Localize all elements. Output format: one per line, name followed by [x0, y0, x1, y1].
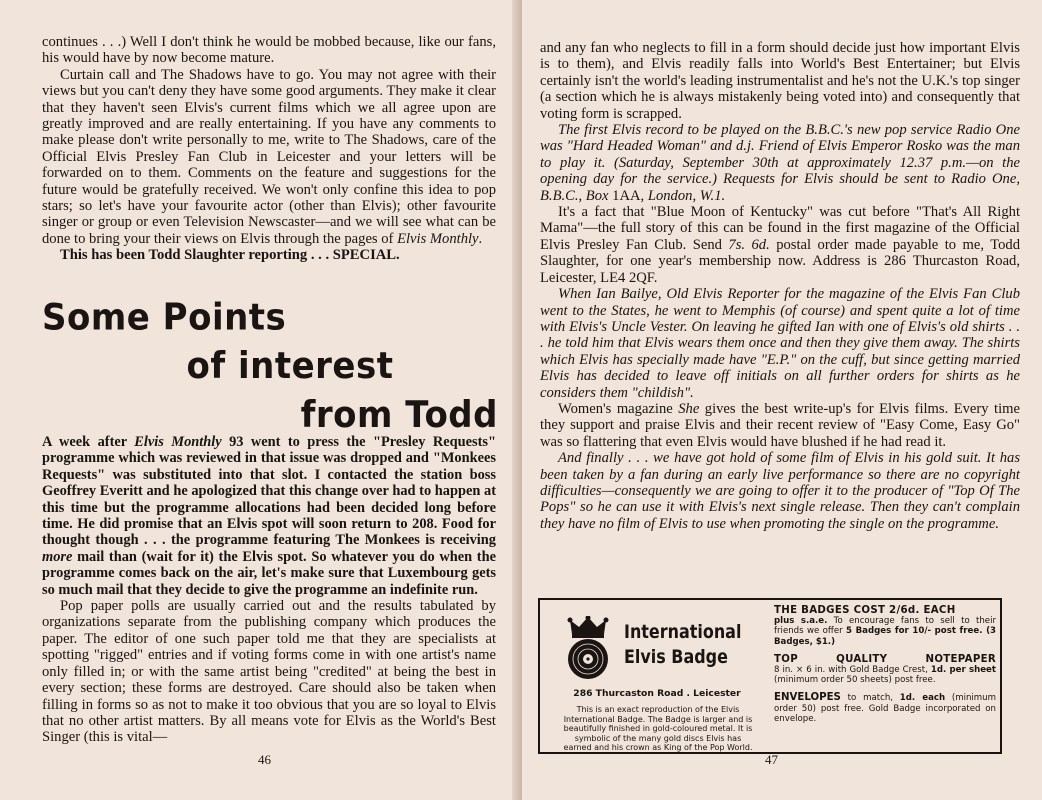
- shadows-text: Curtain call and The Shadows have to go. You may not agree with their views but you can't deny they have some good arguments. They make it clear that they haven't seen Elvis's current films which we all agree upon are greatly improved and are really entertaining. If you have any comments to make please don't write personally to me, write to The Shadows, care of the Official Elvis Presley Fan Club in Leicester and your letters will be forwarded on to them. Comments on the feature and suggestions for the future would be gratefully received. We won't only confine this idea to pop stars; so let's have your favourite actor (other than Elvis); other favourite singer or group or even Television Newscaster—and we will see what can be done to bring your their views on Elvis through the pages of: [42, 66, 496, 247]
- lead-text-a: A week after: [42, 434, 135, 450]
- notepaper-text-b: (minimum order 50 sheets) post free.: [774, 675, 936, 686]
- voting-paragraph: and any fan who neglects to fill in a form should decide just how important Elvis is to them), and Elvis readily falls into World's Best Entertainer; but Elvis certainly isn't the world's leading instrumentalist and he's not the U.K.'s top singer (a section which he is always mistakenly being voted into) and consequently that voting form is scrapped.: [540, 40, 1020, 122]
- notepaper-body: [774, 665, 996, 685]
- right-column: [540, 40, 1020, 532]
- ad-address: 286 Thurcaston Road . Leicester: [573, 688, 741, 699]
- right-page: [522, 0, 1042, 800]
- badge-advertisement: [538, 598, 1002, 754]
- badges-heading: THE BADGES COST 2/6d. EACH: [774, 605, 956, 616]
- shirts-paragraph: When Ian Bailye, Old Elvis Reporter for the magazine of the Elvis Fan Club went to the States, he went to Memphis (of course) and spent quite a lot of time with Elvis's Uncle Vester. On leaving he gifted Ian with one of Elvis's old shirts . . . he told him that Elvis wears them once and then they give them away. The shirts which Elvis has specially made have "E.P." on the cuff, but since getting married Elvis has decided to leave off initials on all further orders for shirts as he considers them "childish".: [540, 286, 1020, 401]
- notepaper-price: 1d. per sheet: [930, 665, 996, 676]
- badges-body: [774, 616, 996, 647]
- shadows-paragraph: [42, 67, 496, 247]
- she-text-b: gives the best write-up's for Elvis films. Every time they support and praise Elvis and their recent review of "Easy Come, Easy Go" was so flattering that even Elvis would have blushed if he had read it.: [540, 400, 1020, 450]
- signoff-line: This has been Todd Slaughter reporting . . . SPECIAL.: [60, 247, 400, 264]
- envelopes-price: 1d. each: [899, 693, 946, 704]
- gold-suit-paragraph: And finally . . . we have got hold of some film of Elvis in his gold suit. It has been taken by a fan during an early live performance so there are no copyright difficulties—consequently we are going to offer it to the producer of "Top Of The Pops" so he can use it with Elvis's next single release. Then they can't complain they have no film of Elvis to use when promoting the single on the programme.: [540, 450, 1020, 532]
- lead-italic-more: more: [42, 548, 73, 565]
- badges-text: To encourage fans to sell to their friends we offer: [774, 616, 996, 637]
- envelopes-text-b: (minimum order 50) post free. Gold Badge incorporated on envelope.: [774, 693, 996, 724]
- continuation-paragraph: continues . . .) Well I don't think he would be mobbed because, like our fans, his would have by now become mature.: [42, 34, 496, 67]
- price-text: 7s. 6d.: [728, 236, 770, 253]
- notepaper-heading: [774, 655, 996, 665]
- she-magazine-paragraph: [540, 401, 1020, 450]
- article-headline: [42, 294, 498, 437]
- radio-one-text: The first Elvis record to be played on the B.B.C.'s new pop service Radio One was "Hard Headed Woman" and d.j. Friend of Elvis Emperor Rosko was the man to play it. (Saturday, September 30th at approximately 12.37 p.m.—on the opening day for the service.) Requests for Elvis should be sent to Radio One, B.B.C., Box: [540, 122, 1020, 204]
- brand-line-2: Elvis Badge: [624, 646, 728, 668]
- notepaper-text-a: 8 in. × 6 in. with Gold Badge Crest,: [774, 665, 931, 676]
- headline-line-1: Some Points: [42, 296, 287, 340]
- lead-text-c: mail than (wait for it) the Elvis spot. So whatever you do when the programme comes back on the air, let's make sure that Luxembourg gets so much mail that they decide to give the programme an indefinite run.: [42, 548, 496, 598]
- ad-brand-name: [624, 620, 741, 670]
- left-page: [0, 0, 518, 800]
- radio-one-address: , London, W.1.: [640, 187, 726, 204]
- headline-line-2: of interest: [186, 344, 394, 388]
- lead-italic-title: Elvis Monthly: [134, 434, 222, 450]
- pop-polls-paragraph: Pop paper polls are usually carried out and the results tabulated by organizations separate from the publishing company which produces the paper. The editor of one such paper told me that they are specialists at spotting "rigged" entries and if voting forms come in with one artist's name only filled in; or with the same artist being "credited" at being the best in every section; these forms are destroyed. Care should also be taken when filling in forms so as not to make it too obvious that you are so loyal to Elvis that no other artist matters. By all means vote for Elvis as the World's Best Singer (this is vital—: [42, 598, 496, 746]
- headline-line-3: from Todd: [300, 393, 498, 437]
- ad-description: This is an exact reproduction of the Elvis International Badge. The Badge is larger and is beautifully finished in gold-coloured metal. It is symbolic of the many gold discs Elvis has earned and his crown as King of the Pop World.: [563, 705, 753, 753]
- shadows-end: .: [478, 230, 483, 247]
- she-title: She: [678, 400, 700, 417]
- envelopes-heading: ENVELOPES: [774, 692, 841, 704]
- badges-lead: plus s.a.e.: [774, 616, 828, 627]
- blue-moon-text-b: postal order made payable to me, Todd Slaughter, for one year's membership now. Address is 286 Thurcaston Road, Leicester, LE4 2QF.: [540, 236, 1020, 286]
- ad-brand-panel: [546, 606, 768, 753]
- envelopes-text-a: to match,: [840, 693, 900, 704]
- radio-one-paragraph: [540, 122, 1020, 204]
- blue-moon-text-a: It's a fact that "Blue Moon of Kentucky" was cut before "That's All Right Mama"—the full story of this can be found in the first magazine of the Official Elvis Presley Fan Club. Send: [540, 204, 1020, 253]
- box-number: 1AA: [612, 187, 641, 204]
- badges-offer: 5 Badges for 10/- post free. (3 Badges, $1.): [774, 626, 996, 647]
- notepaper-head-c: NOTEPAPER: [925, 653, 996, 665]
- notepaper-head-b: QUALITY: [836, 653, 888, 665]
- left-column-top: [42, 34, 496, 264]
- bold-lead-paragraph: [42, 434, 496, 598]
- page-number-right: 47: [765, 752, 778, 767]
- blue-moon-paragraph: [540, 204, 1020, 286]
- notepaper-head-a: TOP: [774, 653, 798, 665]
- ad-pricing-panel: [774, 606, 996, 746]
- badges-section: [774, 606, 996, 647]
- envelopes-section: [774, 693, 996, 724]
- brand-line-1: International: [624, 621, 742, 643]
- notepaper-section: [774, 655, 996, 686]
- left-column-bottom: [42, 434, 496, 746]
- she-text-a: Women's magazine: [558, 400, 679, 417]
- crown-disc-icon: [566, 616, 610, 680]
- lead-text-b: 93 went to press the "Presley Requests" programme which was reviewed in that issue was dropped and "Monkees Requests" was substituted into that slot. I contacted the station boss Geoffrey Everitt and he apologized that this change over had to happen at this time but the programme allocations had been decided long before time. He did promise that an Elvis spot will soon return to 208. Food for thought though . . . the programme featuring The Monkees is receiving: [42, 434, 497, 549]
- elvis-monthly-title: Elvis Monthly: [397, 230, 479, 247]
- page-number-left: 46: [258, 752, 271, 767]
